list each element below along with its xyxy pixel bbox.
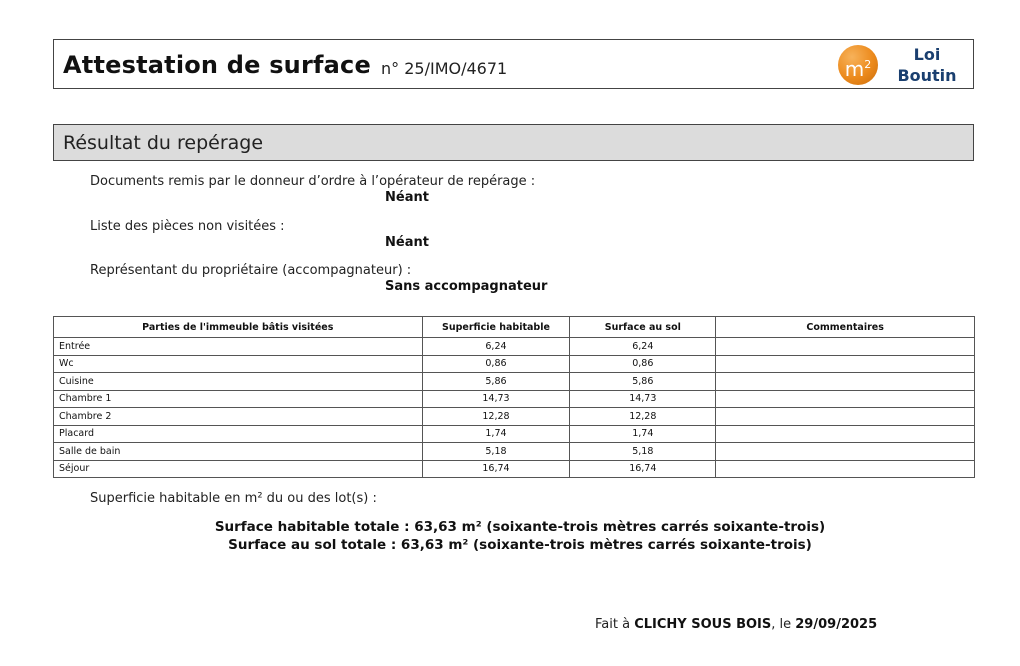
fait-middle: , le bbox=[771, 617, 796, 632]
summary-label: Superficie habitable en m² du ou des lot(s) : bbox=[90, 491, 377, 506]
table-row bbox=[54, 460, 975, 478]
table-row bbox=[54, 338, 975, 356]
room-habitable: 5,18 bbox=[422, 443, 570, 461]
document-title: Attestation de surface bbox=[63, 51, 371, 79]
room-sol: 12,28 bbox=[570, 408, 716, 426]
room-comment bbox=[716, 390, 975, 408]
room-habitable: 14,73 bbox=[422, 390, 570, 408]
room-comment bbox=[716, 460, 975, 478]
table-row bbox=[54, 355, 975, 373]
header-sol: Surface au sol bbox=[570, 317, 716, 338]
room-habitable: 5,86 bbox=[422, 373, 570, 391]
document-reference: n° 25/IMO/4671 bbox=[381, 59, 508, 78]
room-sol: 5,86 bbox=[570, 373, 716, 391]
room-name: Cuisine bbox=[54, 373, 423, 391]
table-row bbox=[54, 425, 975, 443]
room-name: Chambre 1 bbox=[54, 390, 423, 408]
logo-line2: Boutin bbox=[897, 66, 957, 85]
room-sol: 6,24 bbox=[570, 338, 716, 356]
logo-superscript: 2 bbox=[864, 58, 872, 71]
room-name: Chambre 2 bbox=[54, 408, 423, 426]
logo-line1: Loi bbox=[913, 45, 941, 64]
total-habitable: Surface habitable totale : 63,63 m² (soixante-trois mètres carrés soixante-trois) bbox=[214, 519, 826, 535]
room-sol: 5,18 bbox=[570, 443, 716, 461]
non-visited-label: Liste des pièces non visitées : bbox=[90, 219, 285, 234]
non-visited-value: Néant bbox=[385, 235, 429, 250]
table-row bbox=[54, 408, 975, 426]
room-sol: 14,73 bbox=[570, 390, 716, 408]
room-habitable: 12,28 bbox=[422, 408, 570, 426]
representative-value: Sans accompagnateur bbox=[385, 279, 548, 294]
room-habitable: 6,24 bbox=[422, 338, 570, 356]
fait-prefix: Fait à bbox=[595, 617, 635, 632]
room-comment bbox=[716, 443, 975, 461]
room-sol: 0,86 bbox=[570, 355, 716, 373]
room-name: Entrée bbox=[54, 338, 423, 356]
document-header bbox=[53, 39, 974, 89]
room-habitable: 0,86 bbox=[422, 355, 570, 373]
table-row bbox=[54, 443, 975, 461]
representative-label: Représentant du propriétaire (accompagnateur) : bbox=[90, 263, 412, 278]
documents-value: Néant bbox=[385, 190, 429, 205]
room-comment bbox=[716, 373, 975, 391]
table-row bbox=[54, 373, 975, 391]
header-parts: Parties de l'immeuble bâtis visitées bbox=[54, 317, 423, 338]
room-name: Wc bbox=[54, 355, 423, 373]
section-title: Résultat du repérage bbox=[53, 124, 974, 161]
signature-place-date bbox=[595, 617, 877, 632]
room-sol: 16,74 bbox=[570, 460, 716, 478]
table-header-row bbox=[54, 317, 975, 338]
header-comments: Commentaires bbox=[716, 317, 975, 338]
logo-symbol: m bbox=[844, 57, 865, 81]
room-habitable: 1,74 bbox=[422, 425, 570, 443]
header-habitable: Superficie habitable bbox=[422, 317, 570, 338]
room-name: Salle de bain bbox=[54, 443, 423, 461]
city: CLICHY SOUS BOIS bbox=[634, 617, 772, 632]
room-comment bbox=[716, 355, 975, 373]
room-comment bbox=[716, 425, 975, 443]
table-row bbox=[54, 390, 975, 408]
m2-logo-icon bbox=[838, 45, 878, 85]
room-comment bbox=[716, 338, 975, 356]
room-comment bbox=[716, 408, 975, 426]
date: 29/09/2025 bbox=[795, 617, 878, 632]
room-sol: 1,74 bbox=[570, 425, 716, 443]
documents-label: Documents remis par le donneur d’ordre à l’opérateur de repérage : bbox=[90, 174, 536, 189]
room-name: Séjour bbox=[54, 460, 423, 478]
total-sol: Surface au sol totale : 63,63 m² (soixante-trois mètres carrés soixante-trois) bbox=[228, 537, 812, 553]
loi-boutin-logo bbox=[894, 44, 960, 86]
room-habitable: 16,74 bbox=[422, 460, 570, 478]
totals-block bbox=[0, 518, 1020, 554]
rooms-table bbox=[53, 316, 975, 478]
room-name: Placard bbox=[54, 425, 423, 443]
